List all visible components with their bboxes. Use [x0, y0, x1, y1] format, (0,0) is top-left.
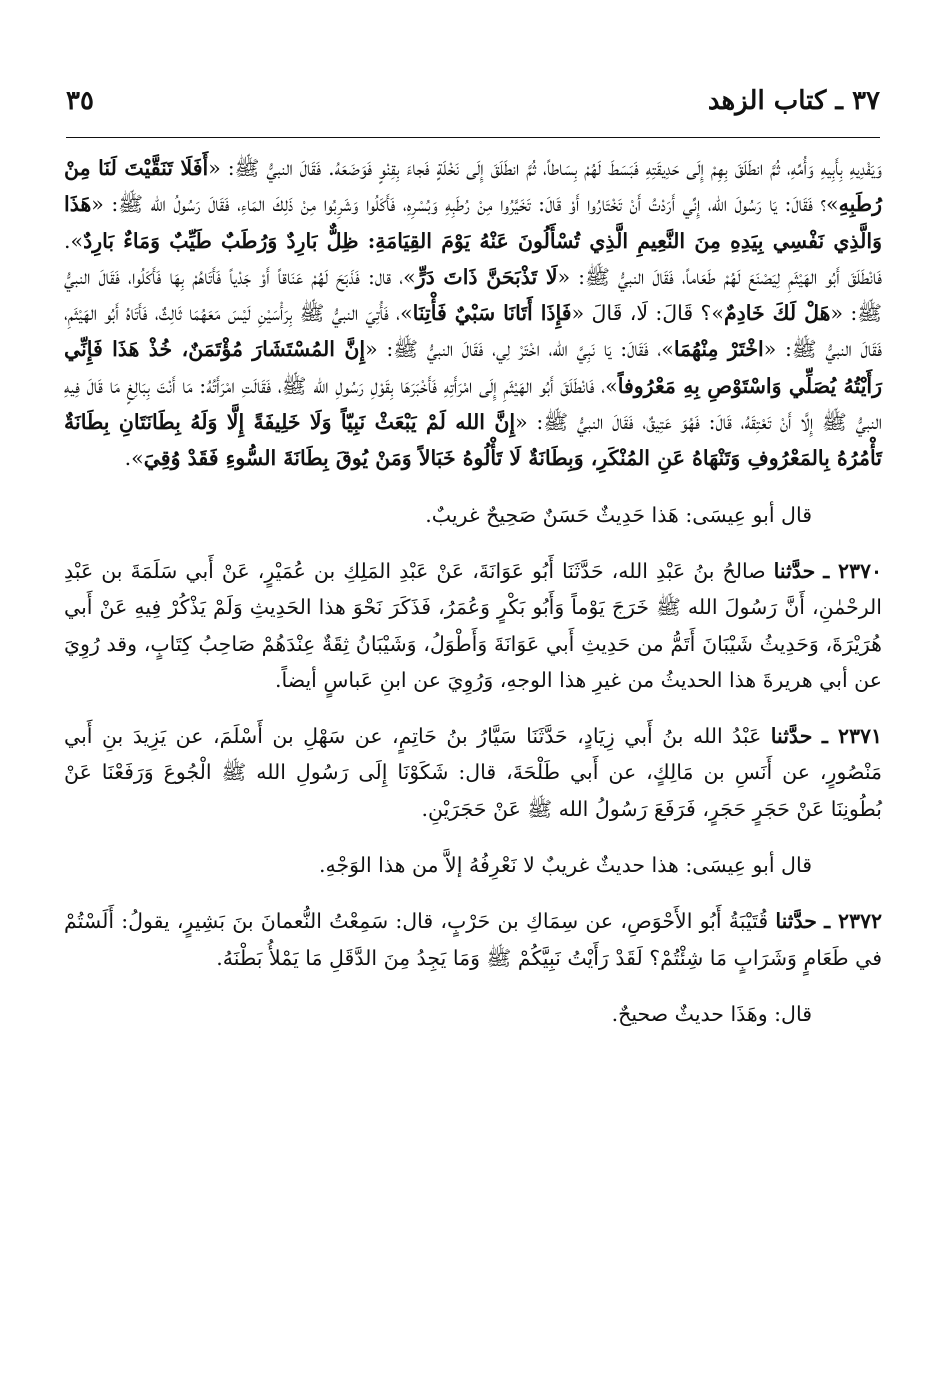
haddathana-label: حدَّثنا	[775, 909, 817, 934]
header-rule	[66, 137, 880, 138]
hadith-number: ٢٣٧١ ـ	[821, 724, 882, 749]
narration-text: ». فَانْطَلَقَ أَبُو الهَيْثَمِ لِيَصْنَعَ لَهُمْ طَعَاماً، فَقَالَ النبيُّ ﷺ: «	[64, 228, 883, 289]
grading-comment: قال أبو عِيسَى: هذا حديثٌ غريبٌ لا نَعْرِفُهُ إلاَّ من هذا الوَجْهِ.	[318, 853, 812, 878]
haddathana-label: حدَّثنا	[773, 558, 816, 583]
prophet-quote: هَلْ لَكَ خَادِمٌ	[723, 301, 831, 326]
hadith-2371	[64, 718, 882, 827]
prophet-quote: أَفَلَا تَنَقَّيْتَ لَنَا مِنْ رُطَبِهِ	[64, 156, 882, 217]
hadith-text: صالحُ بنُ عَبْدِ الله، حَدَّثَنَا أَبُو عَوَانَةَ، عَنْ عَبْدِ المَلِكِ بن عُمَيْرٍ، عَنْ أَبي سَلَمَةَ بن عَبْدِ الرحْمٰنِ، أَنَّ رَسُولَ الله ﷺ خَرَجَ يَوْماً وَأَبُو بَكْرٍ وَعُمَرُ، فَذَكَرَ نَحْوَ هذا الحَدِيثِ وَلَمْ يَذْكُرْ فِيهِ عَنْ أَبي هُرَيْرَةَ، وَحَدِيثُ شَيْبَانَ أَتَمُّ من حَدِيثِ أَبي عَوَانَةَ وَأَطْوَلُ، وَشَيْبَانُ ثِقَةٌ عِنْدَهُمْ صَاحِبُ كِتَابٍ، وقد رُوِيَ عن أبي هريرةَ هذا الحديثُ من غيرِ هذا الوجهِ، وَرُوِيَ عن ابنِ عَباسٍ أيضاً.	[64, 558, 882, 692]
narration-text: »؟ فَقَالَ: يَا رَسُولَ الله، إِنِّي أَرَدْتُ أَنْ تَخْتَارُوا أَوْ قَالَ: تَخَيَّرُوا مِنْ رُطَبِهِ وَبُسْرِهِ، فَأَكَلُوا وَشَرِبُوا مِنْ ذَلِكَ المَاءِ، فَقَالَ رَسُولُ الله ﷺ: «	[91, 192, 839, 217]
prophet-quote: اخْتَرْ مِنْهُمَا	[673, 337, 764, 362]
hadith-text: عَبْدُ الله بنُ أَبي زِيَادٍ، حَدَّثَنَا سَيَّارُ بنُ حَاتِمٍ، عن سَهْلِ بن أَسْلَمَ، عن يَزِيدَ بنِ أَبي مَنْصُورٍ، عن أَنَسِ بن مَالِكٍ، عن أَبي طَلْحَةَ، قال: شَكَوْنَا إِلَى رَسُولِ الله ﷺ الْجُوعَ وَرَفَعْنَا عَنْ بُطُونِنَا عَنْ حَجَرٍ حَجَرٍ، فَرَفَعَ رَسُولُ الله ﷺ عَنْ حَجَرَيْنِ.	[64, 724, 882, 821]
narration-text: »، فَانْطَلَقَ أَبُو الهَيْثَمِ إِلَى امْرَأَتِهِ فَأَخْبَرَهَا بِقَوْلِ رَسُولِ الله ﷺ، فَقَالَتِ امْرَأَتُهُ: مَا أَنْتَ بِبَالِغٍ مَا قَالَ فِيهِ النبيُّ ﷺ إِلَّا أَنْ تَعْتِقَهُ، قَالَ: فَهُوَ عَتِيقٌ، فَقَالَ النبيُّ ﷺ: «	[64, 373, 882, 435]
hadith-2370	[64, 553, 882, 698]
hadith-2372	[64, 903, 882, 976]
hadith-continuation	[64, 150, 882, 477]
prophet-quote: إِنَّ المُسْتَشَارَ مُؤْتَمَنٌ، خُذْ هَذَا فَإِنِّي رَأَيْتُهُ يُصَلِّي وَاسْتَوْصِ بِهِ مَعْرُوفاً	[64, 337, 883, 398]
narration-text: »، فَقَالَ: يَا نَبِيَّ الله، اخْتَرْ لِي، فَقَالَ النبيُّ ﷺ: «	[365, 337, 674, 362]
prophet-quote: إِنَّ الله لَمْ يَبْعَثْ نَبِيّاً وَلَا خَلِيفَةً إِلَّا وَلَهُ بِطَانَتَانِ بِطَانَةٌ تَأْمُرُهُ بِالمَعْرُوفِ وَتَنْهَاهُ عَنِ المُنْكَرِ، وَبِطَانَةٌ لَا تَأْلُوهُ خَبَالاً وَمَنْ يُوقَ بِطَانَةَ السُّوءِ فَقَدْ وُقِيَ	[64, 410, 882, 471]
narration-text: »، فَأُتِيَ النبيُّ ﷺ بِرَأْسَيْنِ لَيْسَ مَعَهُمَا ثَالِثٌ، فَأَتَاهُ أَبُو الهَيْثَمِ، فَقَالَ النبيُّ ﷺ: «	[64, 301, 883, 362]
page-number: ٣٥	[66, 86, 94, 116]
hadith-text: قُتَيْبَةُ أَبُو الأَحْوَصِ، عن سِمَاكِ بن حَرْبٍ، قال: سَمِعْتُ النُّعمانَ بنَ بَشِيرٍ، يقولُ: أَلَسْتُمْ في طَعَامٍ وَشَرَابٍ مَا شِئْتُمْ؟ لَقَدْ رَأَيْتُ نَبِيَّكُمْ ﷺ وَمَا يَجِدُ مِنَ الدَّقَلِ مَا يَمْلأُ بَطْنَهُ.	[64, 909, 882, 970]
grading-comment: قال: وهَذَا حديثٌ صحيحٌ.	[611, 1001, 812, 1026]
narration-text: وَيَفْدِيهِ بِأَبِيهِ وَأُمِّهِ، ثُمَّ انطَلَقَ بِهِمْ إِلَى حَدِيقَتِهِ فَبَسَطَ لَهُمْ بِسَاطاً، ثُمَّ انطَلَقَ إِلَى نَخْلَةٍ فَجاءَ بِقِنْوٍ فَوَضَعَهُ. فَقَالَ النبيُّ ﷺ: «	[208, 156, 882, 180]
prophet-quote: لَا تَذْبَحَنَّ ذَاتَ دَرٍّ	[415, 264, 558, 289]
haddathana-label: حدَّثنا	[770, 724, 813, 749]
hadith-number: ٢٣٧٢ ـ	[824, 909, 882, 934]
prophet-quote: هَذَا وَالَّذِي نَفْسِي بِيَدِهِ مِنَ النَّعِيمِ الَّذِي تُسْأَلُونَ عَنْهُ يَوْمَ القِيَامَةِ: ظِلٌّ بَارِدٌ وَرُطَبٌ طَيِّبٌ وَمَاءٌ بَارِدٌ	[64, 192, 882, 253]
grading-comment: قال أبو عِيسَى: هَذا حَدِيثٌ حَسَنٌ صَحِيحٌ غريبٌ.	[425, 502, 812, 527]
page-body	[64, 150, 882, 1052]
chapter-title: ٣٧ ـ كتاب الزهد	[707, 86, 880, 116]
hadith-number: ٢٣٧٠ ـ	[823, 558, 882, 583]
page-header	[66, 86, 880, 130]
prophet-quote: فَإِذَا أَتَانَا سَبْيٌ فَأْتِنَا	[412, 301, 572, 326]
narration-text: »؟ قَالَ: لَا، قَالَ «	[571, 301, 724, 326]
narration-text: »، قال: فَذَبَحَ لَهُمْ عَنَاقاً أَوْ جَدْياً فَأَتَاهُمْ بِهَا فَأَكَلُوا، فَقَالَ النبيُّ ﷺ: «	[64, 264, 882, 326]
narration-text: ».	[124, 446, 144, 471]
